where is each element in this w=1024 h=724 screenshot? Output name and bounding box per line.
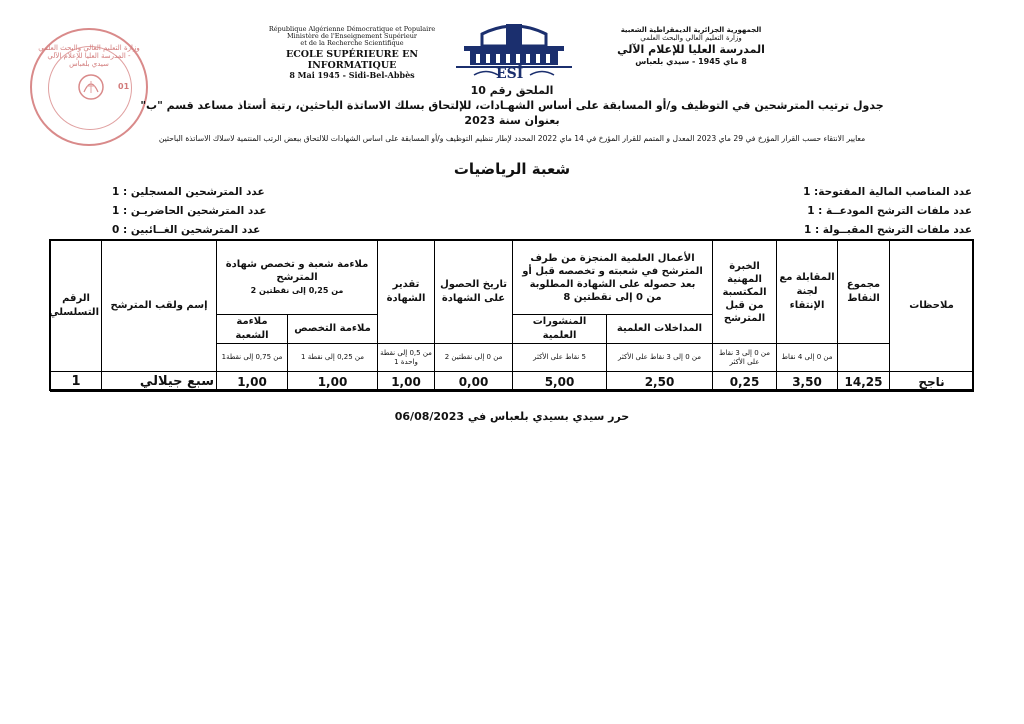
school-name-fr: ECOLE SUPÉRIEURE EN INFORMATIQUE: [285, 49, 419, 71]
header-french: [262, 26, 442, 80]
publications-scale: 5 نقاط على الأكثر: [513, 344, 607, 372]
grade-scale: من 0,5 إلى نقطة واحدة 1: [378, 344, 435, 372]
info-files-submitted: عدد ملفات الترشح المودعــة : 1: [807, 205, 972, 217]
header-arabic: [596, 26, 786, 67]
school-name-ar: المدرسة العليا للإعلام الآلي: [617, 43, 765, 56]
info-registered: عدد المترشحين المسجلين : 1: [112, 186, 265, 198]
info-files-accepted: عدد ملفات الترشح المقبــولة : 1: [803, 224, 972, 236]
ranking-table: [50, 240, 974, 392]
fit-title: ملاءمة شعبة و تخصص شهادة المترشح: [225, 259, 369, 283]
info-present: عدد المترشحين الحاضريـن : 1: [112, 205, 267, 217]
col-name-header: إسم ولقب المترشح: [102, 241, 217, 372]
cell-name: سبع جيلالي: [102, 372, 217, 392]
col-communications-header: المداخلات العلمية: [607, 315, 713, 344]
document-title: جدول ترتيب المترشحين في التوظيف و/أو المسابقة على أساس الشهـادات، للإلتحاق بسلك الاساتذة الباحثين، رتبة أستاذ مساعد قسم "ب": [140, 99, 884, 112]
republic-ar: الجمهورية الجزائرية الديمقراطية الشعبية: [620, 26, 762, 34]
interview-scale: من 0 إلى 4 نقاط: [777, 344, 838, 372]
ministry-fr-2: et de la Recherche Scientifique: [300, 39, 404, 47]
col-total-header: مجموع النقاط: [838, 241, 890, 344]
ministry-fr: Ministère de l'Enseignement Supérieur: [287, 32, 417, 40]
fit-spec-scale: من 0,25 إلى نقطة 1: [288, 344, 378, 372]
col-scientific-header: [513, 241, 713, 315]
col-notes-header: ملاحظات: [890, 241, 974, 372]
cell-communications: 2,50: [607, 372, 713, 392]
col-fit-spec-header: ملاءمة التخصص: [288, 315, 378, 344]
stamp-number: 01: [118, 82, 130, 91]
cell-rank: 1: [51, 372, 102, 392]
communications-scale: من 0 إلى 3 نقاط على الأكثر: [607, 344, 713, 372]
col-fit-header: [217, 241, 378, 315]
col-date-header: تاريخ الحصول على الشهادة: [435, 241, 513, 344]
republic-fr: République Algérienne Démocratique et Populaire: [268, 25, 436, 33]
logo-text: ESÎ: [496, 66, 524, 82]
stamp-text: وزارة التعليم العالي والبحث العلمي - المدرسة العليا للإعلام الآلي سيدي بلعباس: [38, 44, 140, 68]
table-row: [51, 372, 974, 392]
scientific-range: من 0 إلى نقطتين 8: [563, 291, 662, 303]
ministry-ar: وزارة التعليم العالي والبحث العلمي: [640, 34, 742, 42]
col-fit-branch-header: ملاءمة الشعبة: [217, 315, 288, 344]
cell-total: 14,25: [838, 372, 890, 392]
annex-number: الملحق رقم 10: [470, 84, 554, 97]
cell-publications: 5,00: [513, 372, 607, 392]
cell-notes: ناجح: [890, 372, 974, 392]
cell-fit-branch: 1,00: [217, 372, 288, 392]
cell-experience: 0,25: [713, 372, 777, 392]
fit-range: من 0,25 إلى نقطتين 2: [250, 286, 344, 295]
col-rank-header: الرقم التسلسلي: [51, 241, 102, 372]
experience-scale: من 0 إلى 3 نقاط على الأكثر: [713, 344, 777, 372]
total-scale: [838, 344, 890, 372]
branch-title: شعبة الرياضيات: [453, 160, 571, 178]
school-logo: [452, 20, 576, 82]
year-line: بعنوان سنة 2023: [464, 114, 560, 127]
cell-interview: 3,50: [777, 372, 838, 392]
cell-date: 0,00: [435, 372, 513, 392]
scientific-title: الأعمال العلمية المنجزة من طرف المترشح في شعبته و تخصصه قبل أو بعد حصوله على الشهادة المطلوبة: [522, 252, 703, 290]
cell-fit-spec: 1,00: [288, 372, 378, 392]
fit-branch-scale: من 0,75 إلى نقطة1: [217, 344, 288, 372]
col-experience-header: الخبرة المهنية المكتسبة من قبل المترشح: [713, 241, 777, 344]
school-place-fr: 8 Mai 1945 - Sidi-Bel-Abbès: [289, 70, 415, 80]
col-grade-header: تقدير الشهادة: [378, 241, 435, 344]
criteria-text: معايير الانتقاء حسب القرار المؤرخ في 29 ماي 2023 المعدل و المتمم للقرار المؤرخ في 14 ماي 2022 المحدد لإطار تنظيم التوظيف و/أو المسابقة على اساس الشهادات للالتحاق ببعض الرتب المنتمية لاسلاك الاساتذة الباحثين: [158, 134, 866, 143]
school-place-ar: 8 ماي 1945 - سيدي بلعباس: [635, 57, 747, 66]
footer-signature-line: حرر سيدي بسيدي بلعباس في 06/08/2023: [394, 410, 630, 423]
date-scale: من 0 إلى نقطتين 2: [435, 344, 513, 372]
col-publications-header: المنشورات العلمية: [513, 315, 607, 344]
cell-grade: 1,00: [378, 372, 435, 392]
info-absent: عدد المترشحين الغــائبين : 0: [112, 224, 261, 236]
info-positions: عدد المناصب المالية المفتوحة: 1: [803, 186, 972, 198]
col-interview-header: المقابلة مع لجنة الإنتقاء: [777, 241, 838, 344]
